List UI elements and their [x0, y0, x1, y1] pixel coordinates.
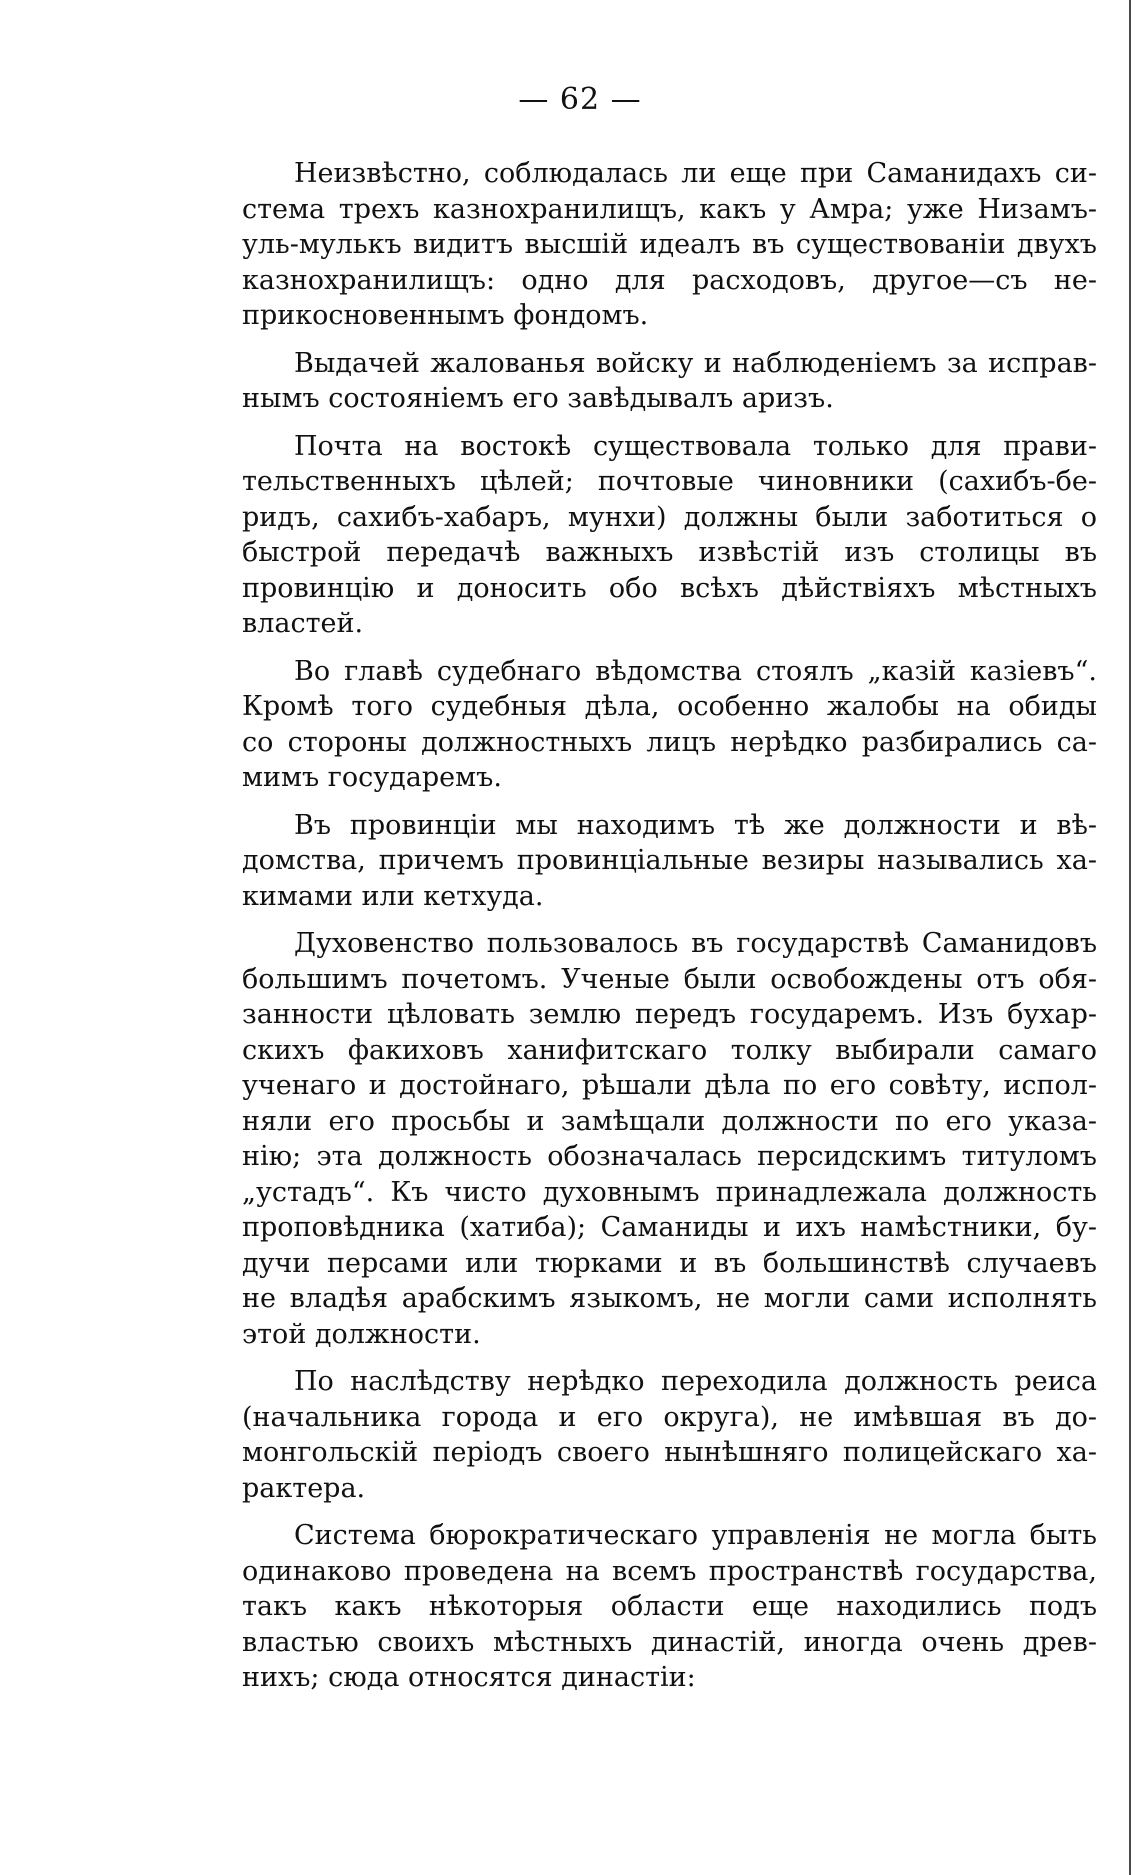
text-line: проповѣдника (хатиба); Саманиды и ихъ намѣстники, бу- [242, 1212, 1097, 1243]
paragraph-reis [242, 1364, 1097, 1506]
paragraph-bureaucracy [242, 1518, 1097, 1696]
page-edge-line [1129, 0, 1131, 1875]
text-line: казнохранилищъ: одно для расходовъ, другое—съ не- [242, 264, 1097, 296]
paragraph-provinces [242, 808, 1097, 915]
text-line: Почта на востокѣ существовала только для прави- [294, 430, 1097, 462]
page-number: — 62 — [518, 82, 642, 117]
paragraph-ariz [242, 346, 1097, 417]
text-line: Неизвѣстно, соблюдалась ли еще при Саманидахъ си- [294, 158, 1097, 189]
text-line: няли его просьбы и замѣщали должности по его указа- [242, 1105, 1097, 1137]
text-line: По наслѣдству нерѣдко переходила должность реиса [294, 1366, 1097, 1397]
text-line: ридъ, сахибъ-хабаръ, мунхи) должны были заботиться о [242, 501, 1097, 533]
text-line: не владѣя арабскимъ языкомъ, не могли сами исполнять [242, 1283, 1097, 1314]
text-line: этой должности. [242, 1318, 481, 1350]
text-line: уль-мулькъ видитъ высшій идеалъ въ существованіи двухъ [242, 229, 1097, 260]
text-line: „устадъ“. Къ чисто духовнымъ принадлежала должность [242, 1176, 1097, 1208]
paragraph-clergy [242, 926, 1097, 1352]
text-line: быстрой передачѣ важныхъ извѣстій изъ столицы въ [242, 537, 1097, 568]
text-line: Кромѣ того судебныя дѣла, особенно жалобы на обиды [242, 691, 1097, 722]
text-line: Во главѣ судебнаго вѣдомства стоялъ „казій казіевъ“. [294, 655, 1097, 687]
text-line: стема трехъ казнохранилищъ, какъ у Амра; уже Низамъ- [242, 193, 1097, 225]
text-line: Въ провинціи мы находимъ тѣ же должности и вѣ- [294, 809, 1097, 841]
paragraph-treasuries [242, 156, 1097, 334]
text-line: нымъ состояніемъ его завѣдывалъ аризъ. [242, 383, 834, 414]
text-line: (начальника города и его округа), не имѣвшая въ до- [242, 1401, 1097, 1433]
text-line: дучи персами или тюрками и въ большинствѣ случаевъ [242, 1247, 1097, 1279]
text-line: Система бюрократическаго управленія не могла быть [294, 1520, 1097, 1551]
text-line: большимъ почетомъ. Ученые были освобождены отъ обя- [242, 963, 1097, 995]
text-line: нихъ; сюда относятся династіи: [242, 1662, 696, 1693]
text-line: скихъ факиховъ ханифитскаго толку выбирали самаго [242, 1034, 1097, 1066]
text-line: такъ какъ нѣкоторыя области еще находились подъ [242, 1591, 1097, 1622]
text-line: нію; эта должность обозначалась персидскимъ титуломъ [242, 1141, 1097, 1172]
paragraph-judiciary [242, 654, 1097, 796]
text-line: тельственныхъ цѣлей; почтовые чиновники (сахибъ-бе- [242, 466, 1097, 497]
text-line: монгольскій періодъ своего нынѣшняго полицейскаго ха- [242, 1437, 1097, 1468]
text-line: прикосновеннымъ фондомъ. [242, 300, 649, 331]
text-line: властей. [242, 608, 364, 639]
body-text [242, 156, 1097, 1708]
text-line: мимъ государемъ. [242, 762, 502, 793]
text-line: занности цѣловать землю передъ государемъ. Изъ бухар- [242, 999, 1097, 1030]
paragraph-post [242, 429, 1097, 642]
text-line: Духовенство пользовалось въ государствѣ Саманидовъ [294, 928, 1097, 959]
text-line: одинаково проведена на всемъ пространствѣ государства, [242, 1555, 1097, 1587]
text-line: Выдачей жалованья войску и наблюденіемъ за исправ- [294, 347, 1097, 379]
text-line: рактера. [242, 1472, 366, 1504]
text-line: со стороны должностныхъ лицъ нерѣдко разбирались са- [242, 726, 1097, 758]
text-line: ученаго и достойнаго, рѣшали дѣла по его совѣту, испол- [242, 1070, 1097, 1101]
text-line: провинцію и доносить обо всѣхъ дѣйствіяхъ мѣстныхъ [242, 572, 1097, 604]
text-line: властью своихъ мѣстныхъ династій, иногда очень древ- [242, 1626, 1097, 1658]
text-line: домства, причемъ провинціальные везиры назывались ха- [242, 845, 1097, 876]
text-line: кимами или кетхуда. [242, 880, 544, 912]
